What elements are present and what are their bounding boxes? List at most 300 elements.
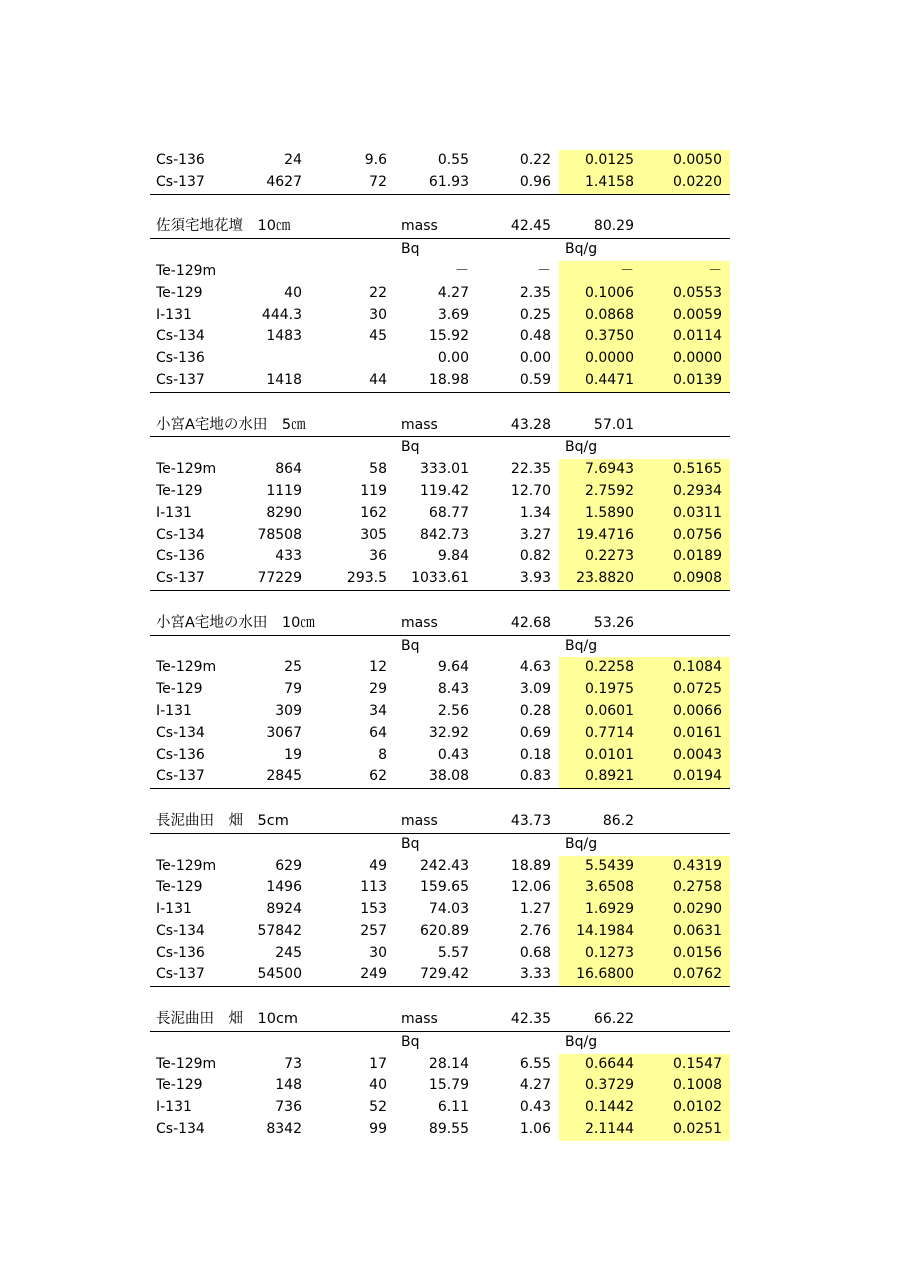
table-row: [150, 546, 730, 568]
table-row: [150, 459, 730, 481]
nuclide-cell: Te-129: [156, 284, 203, 301]
spacer-row: [150, 789, 730, 811]
concentration-bqg-cell: 2.7592: [559, 481, 642, 503]
concentration-bqg-error-cell: 0.0908: [642, 568, 730, 590]
empty-cell: [233, 239, 310, 261]
mass-label: mass: [401, 1011, 438, 1028]
activity-bq-cell: 729.42: [395, 964, 477, 986]
concentration-bqg-cell: 0.2258: [559, 657, 642, 679]
counts-cell: 8290: [266, 504, 302, 521]
empty-cell: [310, 1031, 395, 1053]
empty-cell: [310, 987, 395, 1009]
concentration-bqg-cell: 1.6929: [559, 899, 642, 921]
concentration-bqg-error-cell: 0.0043: [642, 745, 730, 767]
empty-cell: [559, 392, 642, 414]
empty-cell: [477, 590, 559, 612]
counts-error-cell: 12: [369, 659, 387, 676]
nuclide-cell: I-131: [156, 504, 192, 521]
nuclide-cell: Cs-137: [150, 964, 233, 986]
counts-error-cell: 49: [369, 857, 387, 874]
section-header-row: [150, 811, 730, 833]
activity-bq-error-cell: 1.06: [519, 1121, 551, 1138]
spacer-row: [150, 987, 730, 1009]
activity-bq-error-cell: 2.76: [519, 922, 551, 939]
activity-bq-cell: 842.73: [420, 526, 469, 543]
activity-bq-error-cell: 22.35: [510, 461, 551, 478]
counts-cell: 629: [275, 857, 302, 874]
activity-bq-cell: 0.55: [437, 152, 469, 168]
empty-cell: [310, 194, 395, 216]
empty-cell: [642, 811, 730, 833]
nuclide-cell: Cs-134: [156, 1121, 205, 1138]
empty-cell: [233, 392, 310, 414]
counts-error-cell: 58: [369, 461, 387, 478]
unit-bqg-label: Bq/g: [559, 239, 642, 261]
activity-bq-cell: 8.43: [437, 681, 469, 698]
nuclide-cell: Te-129: [156, 681, 203, 698]
activity-bq-cell: 0.00: [437, 350, 469, 367]
activity-bq-cell: 5.57: [437, 944, 469, 961]
concentration-bqg-cell: 1.4158: [559, 172, 642, 194]
activity-bq-cell: 9.84: [437, 548, 469, 565]
counts-cell: 79: [284, 681, 302, 698]
nuclide-cell: Te-129: [156, 1077, 203, 1094]
counts-error-cell: 36: [369, 548, 387, 565]
counts-error-cell: 153: [360, 901, 387, 918]
nuclide-cell: Cs-136: [156, 944, 205, 961]
nuclide-cell: Te-129m: [156, 262, 217, 279]
counts-error-cell: 72: [310, 172, 395, 194]
counts-error-cell: 8: [378, 746, 387, 763]
counts-cell: 4627: [233, 172, 310, 194]
table-row: [150, 943, 730, 965]
counts-cell: 19: [284, 746, 302, 763]
counts-cell: 864: [275, 461, 302, 478]
table-row: [150, 283, 730, 305]
concentration-bqg-cell: 0.1442: [559, 1097, 642, 1119]
empty-cell: [310, 239, 395, 261]
activity-bq-error-cell: 0.22: [519, 152, 551, 168]
table-row: [150, 305, 730, 327]
empty-cell: [150, 437, 233, 459]
empty-cell: [150, 789, 233, 811]
empty-cell: [150, 635, 233, 657]
empty-cell: [559, 987, 642, 1009]
unit-bq-label: Bq: [395, 1031, 477, 1053]
concentration-bqg-cell: 0.4471: [559, 370, 642, 392]
empty-cell: [642, 415, 730, 437]
empty-cell: [477, 437, 559, 459]
empty-cell: [395, 789, 477, 811]
concentration-bqg-cell: 0.1273: [559, 943, 642, 965]
counts-error-cell: 45: [369, 328, 387, 345]
counts-error-cell: 119: [360, 482, 387, 499]
concentration-bqg-cell: 2.1144: [559, 1119, 642, 1141]
counts-cell: [233, 348, 310, 370]
empty-cell: [150, 194, 233, 216]
activity-bq-cell: 3.69: [437, 306, 469, 323]
concentration-bqg-cell: 0.0000: [559, 348, 642, 370]
concentration-bqg-cell: 19.4716: [559, 525, 642, 547]
concentration-bqg-cell: 0.3729: [559, 1075, 642, 1097]
concentration-bqg-cell: 3.6508: [559, 877, 642, 899]
activity-bq-error-cell: 0.68: [519, 944, 551, 961]
table-row: [150, 172, 730, 194]
mass-value: 42.35: [510, 1011, 551, 1028]
activity-bq-error-cell: 3.09: [519, 681, 551, 698]
activity-bq-cell: 74.03: [428, 901, 469, 918]
section-title: 小宮A宅地の水田 10㎝: [156, 614, 315, 631]
concentration-bqg-cell: 0.6644: [559, 1054, 642, 1076]
counts-error-cell: 99: [369, 1121, 387, 1138]
activity-bq-error-cell: 6.55: [519, 1055, 551, 1072]
counts-error-cell: 9.6: [364, 152, 387, 168]
activity-bq-error-cell: 0.82: [519, 548, 551, 565]
empty-cell: [150, 392, 233, 414]
table-row: [150, 1054, 730, 1076]
table-row: [150, 657, 730, 679]
counts-cell: 3067: [266, 724, 302, 741]
activity-bq-cell: 68.77: [428, 504, 469, 521]
concentration-bqg-error-cell: 0.0251: [642, 1119, 730, 1141]
nuclide-cell: Cs-136: [156, 350, 205, 367]
concentration-bqg-error-cell: 0.0066: [642, 701, 730, 723]
empty-cell: [395, 590, 477, 612]
counts-cell: 24: [284, 152, 302, 168]
unit-bq-label: Bq: [395, 437, 477, 459]
section-title: 長泥曲田 畑 5cm: [156, 812, 289, 829]
activity-bq-cell: 333.01: [420, 461, 469, 478]
counts-cell: 54500: [233, 964, 310, 986]
empty-cell: [233, 789, 310, 811]
empty-cell: [233, 987, 310, 1009]
activity-bq-cell: 2.56: [437, 702, 469, 719]
activity-bq-error-cell: 0.69: [519, 724, 551, 741]
empty-cell: [477, 1031, 559, 1053]
unit-bqg-label: Bq/g: [559, 833, 642, 855]
concentration-bqg-error-cell: 0.0139: [642, 370, 730, 392]
concentration-bqg-error-cell: 0.0189: [642, 546, 730, 568]
mass-value-2: 57.01: [593, 416, 634, 433]
counts-cell: 309: [275, 702, 302, 719]
concentration-bqg-error-cell: 0.0000: [642, 348, 730, 370]
empty-cell: [642, 1031, 730, 1053]
units-row: [150, 239, 730, 261]
activity-bq-error-cell: 0.59: [477, 370, 559, 392]
empty-cell: [642, 437, 730, 459]
table-row: [150, 525, 730, 547]
concentration-bqg-error-cell: 0.0290: [642, 899, 730, 921]
mass-value-2: 53.26: [593, 614, 634, 631]
table-row: [150, 370, 730, 392]
concentration-bqg-error-cell: 0.1084: [642, 657, 730, 679]
empty-cell: [477, 392, 559, 414]
counts-error-cell: 305: [360, 526, 387, 543]
activity-bq-error-cell: 0.18: [519, 746, 551, 763]
nuclide-cell: Cs-137: [150, 766, 233, 788]
concentration-bqg-error-cell: 0.0311: [642, 503, 730, 525]
counts-error-cell: 29: [369, 681, 387, 698]
activity-bq-cell: 38.08: [395, 766, 477, 788]
table-row: [150, 856, 730, 878]
unit-bq-label: Bq: [395, 635, 477, 657]
activity-bq-error-cell: －: [537, 262, 551, 279]
empty-cell: [395, 194, 477, 216]
counts-error-cell: 17: [369, 1055, 387, 1072]
empty-cell: [310, 392, 395, 414]
spacer-row: [150, 590, 730, 612]
concentration-bqg-error-cell: 0.5165: [642, 459, 730, 481]
counts-error-cell: 249: [310, 964, 395, 986]
table-row: [150, 261, 730, 283]
concentration-bqg-cell: 1.5890: [559, 503, 642, 525]
mass-value-2: 80.29: [593, 218, 634, 235]
empty-cell: [642, 239, 730, 261]
activity-bq-cell: 242.43: [420, 857, 469, 874]
empty-cell: [477, 635, 559, 657]
activity-bq-error-cell: 0.96: [477, 172, 559, 194]
activity-bq-error-cell: 0.00: [519, 350, 551, 367]
concentration-bqg-cell: 14.1984: [559, 921, 642, 943]
nuclide-cell: Te-129m: [156, 461, 217, 478]
empty-cell: [233, 194, 310, 216]
nuclide-cell: I-131: [156, 306, 192, 323]
concentration-bqg-cell: 0.0868: [559, 305, 642, 327]
counts-error-cell: 62: [310, 766, 395, 788]
counts-error-cell: [310, 348, 395, 370]
concentration-bqg-error-cell: －: [642, 261, 730, 283]
concentration-bqg-cell: 0.0125: [559, 150, 642, 172]
concentration-bqg-error-cell: 0.1008: [642, 1075, 730, 1097]
empty-cell: [477, 194, 559, 216]
table-row: [150, 503, 730, 525]
table-row: [150, 723, 730, 745]
table-row: [150, 766, 730, 788]
section-title: 小宮A宅地の水田 5㎝: [156, 416, 306, 433]
empty-cell: [642, 635, 730, 657]
counts-error-cell: 30: [369, 944, 387, 961]
empty-cell: [310, 635, 395, 657]
empty-cell: [150, 987, 233, 1009]
concentration-bqg-error-cell: 0.0059: [642, 305, 730, 327]
spreadsheet-page: [150, 150, 730, 1141]
table-row: [150, 1119, 730, 1141]
section-header-row: [150, 613, 730, 635]
activity-bq-cell: 159.65: [420, 879, 469, 896]
units-row: [150, 1031, 730, 1053]
concentration-bqg-error-cell: 0.0050: [642, 150, 730, 172]
nuclide-cell: Cs-137: [150, 370, 233, 392]
counts-error-cell: 113: [360, 879, 387, 896]
concentration-bqg-cell: 0.1006: [559, 283, 642, 305]
mass-label: mass: [401, 812, 438, 829]
concentration-bqg-cell: 0.3750: [559, 326, 642, 348]
concentration-bqg-cell: 7.6943: [559, 459, 642, 481]
unit-bqg-label: Bq/g: [559, 1031, 642, 1053]
nuclide-cell: Te-129: [156, 482, 203, 499]
table-row: [150, 679, 730, 701]
activity-bq-cell: 61.93: [395, 172, 477, 194]
activity-bq-error-cell: 2.35: [519, 284, 551, 301]
empty-cell: [642, 216, 730, 238]
table-row: [150, 1097, 730, 1119]
nuclide-cell: Cs-136: [156, 746, 205, 763]
concentration-bqg-cell: 23.8820: [559, 568, 642, 590]
activity-bq-cell: 620.89: [420, 922, 469, 939]
section-header-row: [150, 415, 730, 437]
counts-cell: 1119: [266, 482, 302, 499]
concentration-bqg-error-cell: 0.2934: [642, 481, 730, 503]
activity-bq-error-cell: 4.63: [519, 659, 551, 676]
section-header-row: [150, 1009, 730, 1031]
counts-error-cell: 40: [369, 1077, 387, 1094]
nuclide-cell: Cs-136: [156, 152, 205, 168]
table-body: [150, 150, 730, 1141]
mass-value: 42.68: [510, 614, 551, 631]
table-row: [150, 568, 730, 590]
nuclide-cell: Cs-134: [156, 724, 205, 741]
activity-bq-error-cell: 0.28: [519, 702, 551, 719]
nuclide-cell: Cs-134: [156, 526, 205, 543]
empty-cell: [150, 239, 233, 261]
activity-bq-error-cell: 0.43: [519, 1099, 551, 1116]
concentration-bqg-error-cell: 0.0220: [642, 172, 730, 194]
activity-bq-cell: 89.55: [428, 1121, 469, 1138]
counts-cell: 40: [284, 284, 302, 301]
empty-cell: [642, 789, 730, 811]
empty-cell: [233, 1031, 310, 1053]
empty-cell: [310, 590, 395, 612]
concentration-bqg-error-cell: 0.0631: [642, 921, 730, 943]
counts-error-cell: 162: [360, 504, 387, 521]
activity-bq-cell: －: [455, 262, 469, 279]
units-row: [150, 635, 730, 657]
empty-cell: [642, 987, 730, 1009]
empty-cell: [559, 194, 642, 216]
mass-label: mass: [401, 218, 438, 235]
empty-cell: [310, 437, 395, 459]
counts-error-cell: 22: [369, 284, 387, 301]
concentration-bqg-cell: －: [559, 261, 642, 283]
concentration-bqg-error-cell: 0.0762: [642, 964, 730, 986]
counts-error-cell: 34: [369, 702, 387, 719]
units-row: [150, 437, 730, 459]
table-row: [150, 877, 730, 899]
nuclide-cell: Te-129: [156, 879, 203, 896]
activity-bq-cell: 15.92: [428, 328, 469, 345]
empty-cell: [642, 590, 730, 612]
counts-cell: 57842: [257, 922, 302, 939]
concentration-bqg-error-cell: 0.1547: [642, 1054, 730, 1076]
concentration-bqg-error-cell: 0.0161: [642, 723, 730, 745]
empty-cell: [395, 987, 477, 1009]
concentration-bqg-cell: 5.5439: [559, 856, 642, 878]
mass-value: 43.28: [510, 416, 551, 433]
activity-bq-cell: 28.14: [428, 1055, 469, 1072]
activity-bq-cell: 1033.61: [395, 568, 477, 590]
activity-bq-error-cell: 0.25: [519, 306, 551, 323]
nuclide-cell: Cs-134: [156, 328, 205, 345]
nuclide-cell: I-131: [156, 702, 192, 719]
activity-bq-error-cell: 0.83: [477, 766, 559, 788]
table-row: [150, 481, 730, 503]
units-row: [150, 833, 730, 855]
unit-bq-label: Bq: [395, 239, 477, 261]
empty-cell: [310, 789, 395, 811]
activity-bq-error-cell: 12.70: [510, 482, 551, 499]
mass-label: mass: [401, 416, 438, 433]
empty-cell: [559, 590, 642, 612]
activity-bq-cell: 4.27: [437, 284, 469, 301]
counts-error-cell: [310, 261, 395, 283]
mass-value: 43.73: [510, 812, 551, 829]
counts-cell: 8342: [266, 1121, 302, 1138]
counts-cell: 73: [284, 1055, 302, 1072]
counts-error-cell: 64: [369, 724, 387, 741]
empty-cell: [642, 613, 730, 635]
table-row: [150, 964, 730, 986]
counts-cell: 1418: [233, 370, 310, 392]
counts-error-cell: 52: [369, 1099, 387, 1116]
activity-bq-error-cell: 4.27: [519, 1077, 551, 1094]
nuclide-cell: I-131: [156, 901, 192, 918]
unit-bq-label: Bq: [395, 833, 477, 855]
counts-cell: 148: [275, 1077, 302, 1094]
activity-bq-error-cell: 12.06: [510, 879, 551, 896]
nuclide-cell: Cs-134: [156, 922, 205, 939]
concentration-bqg-cell: 16.6800: [559, 964, 642, 986]
counts-cell: 8924: [266, 901, 302, 918]
activity-bq-cell: 32.92: [428, 724, 469, 741]
activity-bq-error-cell: 1.34: [519, 504, 551, 521]
table-row: [150, 701, 730, 723]
spacer-row: [150, 194, 730, 216]
section-title: 佐須宅地花壇 10㎝: [156, 218, 291, 235]
mass-value: 42.45: [510, 218, 551, 235]
activity-bq-cell: 9.64: [437, 659, 469, 676]
activity-bq-cell: 119.42: [420, 482, 469, 499]
empty-cell: [477, 789, 559, 811]
activity-bq-cell: 15.79: [428, 1077, 469, 1094]
empty-cell: [559, 789, 642, 811]
counts-cell: [233, 261, 310, 283]
nuclide-cell: Te-129m: [156, 659, 217, 676]
empty-cell: [642, 194, 730, 216]
counts-cell: 736: [275, 1099, 302, 1116]
table-row: [150, 745, 730, 767]
concentration-bqg-error-cell: 0.0553: [642, 283, 730, 305]
concentration-bqg-error-cell: 0.0194: [642, 766, 730, 788]
concentration-bqg-error-cell: 0.0756: [642, 525, 730, 547]
empty-cell: [642, 392, 730, 414]
section-header-row: [150, 216, 730, 238]
empty-cell: [233, 437, 310, 459]
concentration-bqg-error-cell: 0.0725: [642, 679, 730, 701]
counts-error-cell: 30: [369, 306, 387, 323]
activity-bq-cell: 18.98: [395, 370, 477, 392]
counts-cell: 77229: [233, 568, 310, 590]
empty-cell: [233, 635, 310, 657]
concentration-bqg-error-cell: 0.4319: [642, 856, 730, 878]
activity-bq-error-cell: 1.27: [519, 901, 551, 918]
counts-cell: 1496: [266, 879, 302, 896]
counts-error-cell: 293.5: [310, 568, 395, 590]
empty-cell: [150, 833, 233, 855]
activity-bq-error-cell: 3.93: [477, 568, 559, 590]
spacer-row: [150, 392, 730, 414]
concentration-bqg-error-cell: 0.0102: [642, 1097, 730, 1119]
empty-cell: [642, 833, 730, 855]
